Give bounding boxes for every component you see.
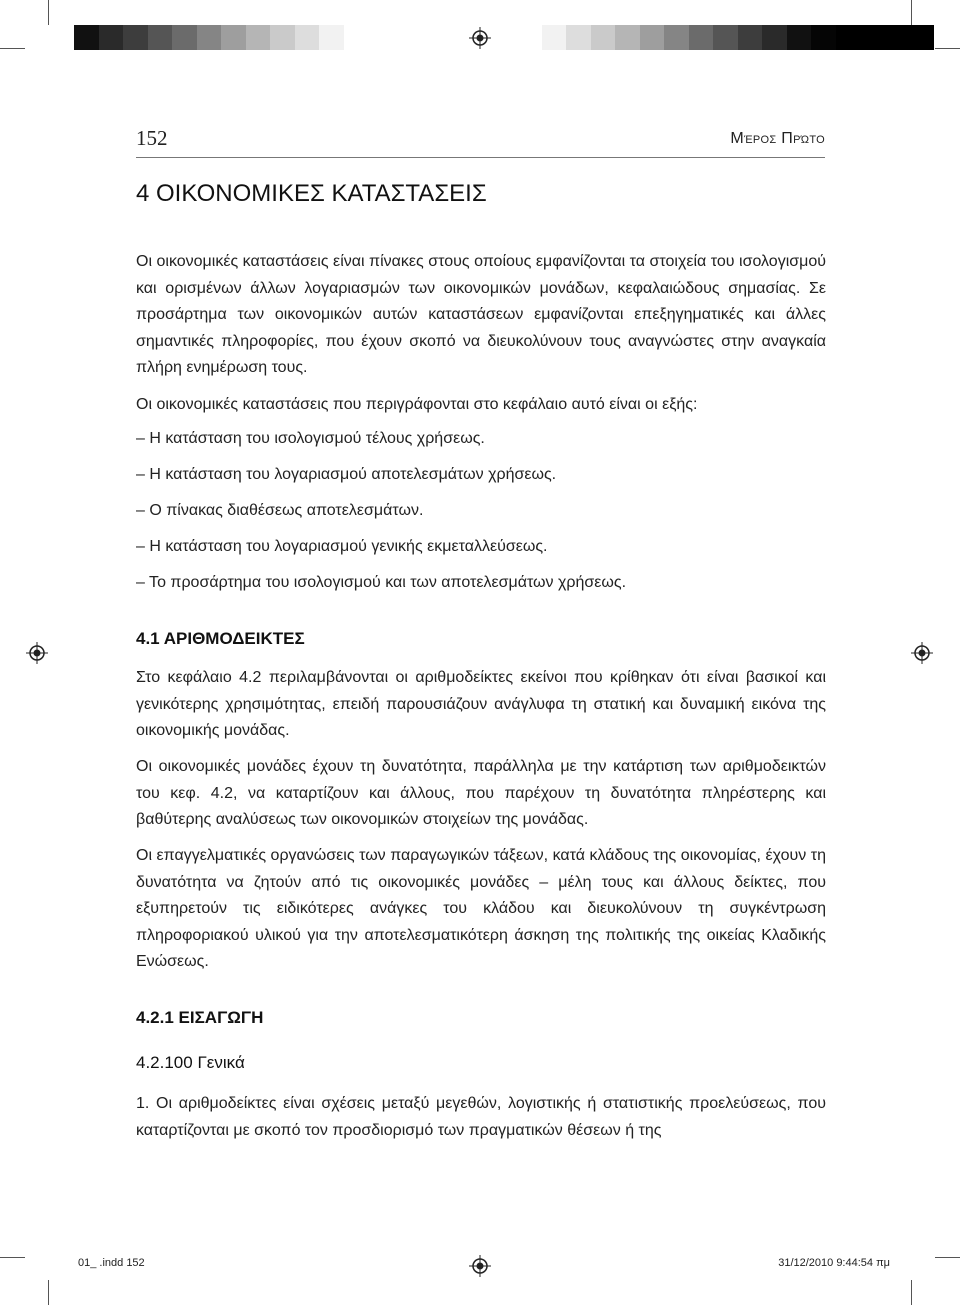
color-swatch (148, 25, 173, 50)
slug-file: 01_ .indd 152 (78, 1257, 145, 1269)
list-item: – Το προσάρτημα του ισολογισμού και των αποτελεσμάτων χρήσεως. (136, 574, 627, 591)
crop-mark (48, 0, 49, 25)
color-swatch (517, 25, 542, 50)
color-swatch (221, 25, 246, 50)
list-item: – Η κατάσταση του λογαριασμού αποτελεσμάτων χρήσεως. (136, 466, 557, 483)
section-4-1-paragraph: Στο κεφάλαιο 4.2 περιλαμβάνονται οι αριθμοδείκτες εκείνοι που κρίθηκαν ότι είναι βασικοί και γενικότερης χρησιμότητας, επειδή παρουσιάζουν ανάγλυφα τη στατική και δυναμική εικόνα της οικονομικής μονάδας. (136, 669, 826, 740)
color-swatch (270, 25, 295, 50)
color-swatch (713, 25, 738, 50)
color-swatch (738, 25, 763, 50)
header-divider (136, 157, 825, 158)
color-swatch (787, 25, 812, 50)
section-4-2-1-title: 4.2.1 ΕΙΣΑΓΩΓΗ (136, 1008, 264, 1027)
color-swatch (197, 25, 222, 50)
list-intro: Οι οικονομικές καταστάσεις που περιγράφονται στο κεφάλαιο αυτό είναι οι εξής: (136, 396, 698, 413)
color-swatch (74, 25, 99, 50)
color-swatch (860, 25, 885, 50)
crop-mark (0, 1257, 25, 1258)
color-swatch (885, 25, 910, 50)
section-4-1-paragraph: Οι επαγγελματικές οργανώσεις των παραγωγικών τάξεων, κατά κλάδους της οικονομίας, έχουν τη δυνατότητα να ζητούν από τις οικονομικές μονάδες – μέλη τους και άλλους δείκτες, που εξυπηρετούν τις ειδικότερες ανάγκες του κλάδου και διευκολύνουν τη συγκέντρωση πληροφοριακού υλικού για την αποτελεσματικότερη άσκηση της πολιτικής της οικείας Κλαδικής Ενώσεως. (136, 847, 826, 971)
color-swatch (123, 25, 148, 50)
registration-mark-left-icon (26, 642, 48, 664)
slug-timestamp: 31/12/2010 9:44:54 πμ (778, 1257, 890, 1269)
color-swatch (344, 25, 369, 50)
chapter-intro-paragraph: Οι οικονομικές καταστάσεις είναι πίνακες στους οποίους εμφανίζονται τα στοιχεία του ισολογισμού και ορισμένων άλλων λογαριασμών των οικονομικών μονάδων, κεφαλαιώδους σημασίας. Σε προσάρτημα των οικονομικών αυτών καταστάσεων εμφανίζονται επεξηγηματικές και άλλες σημαντικές πληροφορίες, που έχουν σκοπό να διευκολύνουν τους αναγνώστες στην αναγκαία πλήρη ενημέρωση τους. (136, 253, 826, 377)
list-item: – Ο πίνακας διαθέσεως αποτελεσμάτων. (136, 502, 424, 519)
color-bar-left (74, 25, 368, 50)
color-swatch (640, 25, 665, 50)
registration-mark-bottom-icon (469, 1255, 491, 1277)
color-swatch (295, 25, 320, 50)
crop-mark (911, 1280, 912, 1305)
section-4-2-100-paragraph: 1. Οι αριθμοδείκτες είναι σχέσεις μεταξύ μεγεθών, λογιστικής ή στατιστικής προελεύσεως, που καταρτίζονται με σκοπό τον προσδιορισμό των πραγματικών θέσεων ή της (136, 1095, 826, 1139)
section-4-1-title: 4.1 ΑΡΙΘΜΟΔΕΙΚΤΕΣ (136, 629, 305, 648)
crop-mark (911, 0, 912, 25)
color-swatch (172, 25, 197, 50)
color-swatch (319, 25, 344, 50)
color-swatch (566, 25, 591, 50)
color-bar-right (517, 25, 934, 50)
section-4-1-paragraph: Οι οικονομικές μονάδες έχουν τη δυνατότητα, παράλληλα με την κατάρτιση των αριθμοδεικτών του κεφ. 4.2, να καταρτίζουν και άλλους, που παρέχουν τη δυνατότητα πληρέστερης και βαθύτερης αναλύσεως των οικονομικών στοιχείων της μονάδας. (136, 758, 826, 829)
section-4-2-100-title: 4.2.100 Γενικά (136, 1053, 245, 1072)
color-swatch (615, 25, 640, 50)
color-swatch (246, 25, 271, 50)
running-title: Μέρος Πρώτο (730, 130, 825, 147)
chapter-title: 4 ΟΙΚΟΝΟΜΙΚΕΣ ΚΑΤΑΣΤΑΣΕΙΣ (136, 180, 487, 207)
crop-mark (0, 48, 25, 49)
color-swatch (591, 25, 616, 50)
color-swatch (811, 25, 836, 50)
list-item: – Η κατάσταση του λογαριασμού γενικής εκμεταλλεύσεως. (136, 538, 548, 555)
registration-mark-top-icon (469, 27, 491, 49)
color-swatch (689, 25, 714, 50)
registration-mark-right-icon (911, 642, 933, 664)
crop-mark (935, 48, 960, 49)
color-swatch (99, 25, 124, 50)
color-swatch (664, 25, 689, 50)
crop-mark (48, 1280, 49, 1305)
crop-mark (935, 1257, 960, 1258)
color-swatch (762, 25, 787, 50)
list-item: – Η κατάσταση του ισολογισμού τέλους χρήσεως. (136, 430, 485, 447)
color-swatch (836, 25, 861, 50)
color-swatch (909, 25, 934, 50)
page-number: 152 (136, 126, 168, 150)
color-swatch (542, 25, 567, 50)
